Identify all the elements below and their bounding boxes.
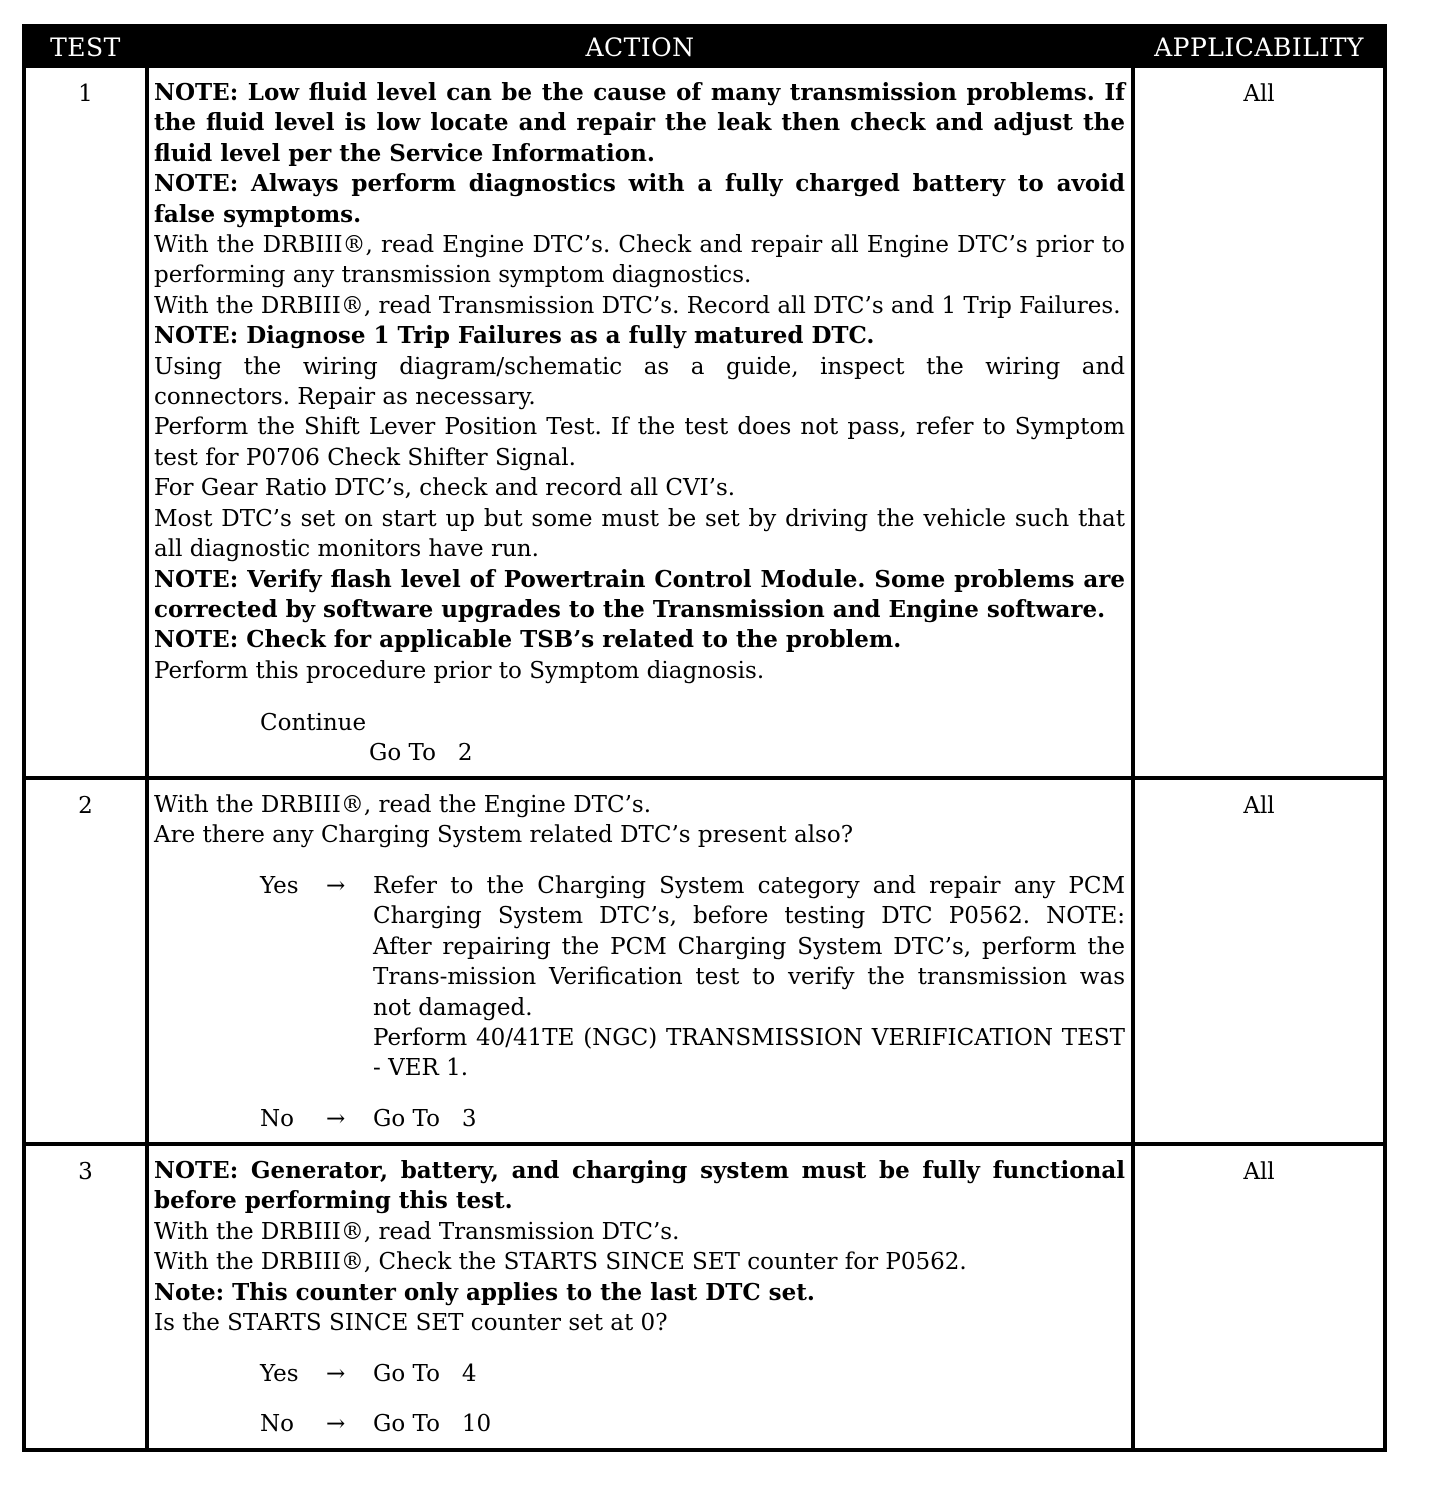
yes-result-line: Refer to the Charging System category and repair any PCM Charging System DTC’s, before testing DTC P0562. NOTE: After repairing the PCM Charging System DTC’s, perform the Trans-mission Verification test to verify the transmission was not damaged. (373, 873, 1125, 1021)
column-divider (1131, 68, 1135, 1448)
action-line: With the DRBIII®, read Engine DTC’s. Check and repair all Engine DTC’s prior to performing any transmission symptom diagnostics. (154, 232, 1125, 289)
yes-label: Yes (260, 873, 299, 899)
test-number: 1 (78, 81, 93, 107)
header-action: ACTION (585, 33, 695, 62)
goto-link[interactable]: Go To 4 (373, 1361, 477, 1387)
arrow-icon: → (326, 1361, 346, 1387)
arrow-icon: → (326, 1411, 346, 1437)
action-line: Is the STARTS SINCE SET counter set at 0? (154, 1310, 668, 1337)
action-line: With the DRBIII®, Check the STARTS SINCE SET counter for P0562. (154, 1249, 967, 1276)
action-line: Are there any Charging System related DTC’s present also? (154, 822, 854, 849)
diagnostic-table (22, 24, 1387, 1452)
note-line: NOTE: Verify flash level of Powertrain Control Module. Some problems are corrected by software upgrades to the Transmission and Engine software. (154, 565, 1125, 623)
yes-result-line: Perform 40/41TE (NGC) TRANSMISSION VERIFICATION TEST - VER 1. (373, 1025, 1125, 1082)
row-divider (26, 776, 1383, 780)
note-line: NOTE: Diagnose 1 Trip Failures as a fully matured DTC. (154, 322, 875, 350)
action-text-test-1 (154, 78, 1125, 686)
arrow-icon: → (326, 1106, 346, 1132)
note-line: NOTE: Generator, battery, and charging system must be fully functional before performing this test. (154, 1157, 1125, 1215)
note-line: NOTE: Always perform diagnostics with a fully charged battery to avoid false symptoms. (154, 170, 1125, 228)
action-line: Most DTC’s set on start up but some must be set by driving the vehicle such that all diagnostic monitors have run. (154, 505, 1125, 563)
action-line: With the DRBIII®, read the Engine DTC’s. (154, 792, 652, 818)
yes-result-text (373, 871, 1125, 1084)
applicability-value: All (1243, 1159, 1275, 1185)
action-line: With the DRBIII®, read Transmission DTC’s. Record all DTC’s and 1 Trip Failures. (154, 292, 1121, 319)
header-applicability: APPLICABILITY (1154, 33, 1364, 62)
no-label: No (260, 1106, 294, 1132)
header-test: TEST (50, 33, 121, 62)
goto-link[interactable]: Go To 3 (373, 1106, 477, 1132)
note-line: NOTE: Check for applicable TSB’s related to the problem. (154, 626, 902, 654)
goto-link[interactable]: Go To 2 (369, 740, 473, 766)
note-line: Note: This counter only applies to the last DTC set. (154, 1278, 815, 1306)
continue-label: Continue (260, 710, 367, 736)
row-divider (26, 1142, 1383, 1146)
action-text-test-2 (154, 790, 1125, 851)
action-text-test-3 (154, 1156, 1125, 1338)
action-line: Perform this procedure prior to Symptom diagnosis. (154, 657, 765, 684)
applicability-value: All (1243, 793, 1275, 819)
note-line: NOTE: Low fluid level can be the cause of many transmission problems. If the fluid level is low locate and repair the leak then check and adjust the fluid level per the Service Information. (154, 79, 1125, 167)
action-line: For Gear Ratio DTC’s, check and record all CVI’s. (154, 475, 736, 502)
arrow-icon: → (326, 873, 346, 899)
action-line: Using the wiring diagram/schematic as a guide, inspect the wiring and connectors. Repair as necessary. (154, 353, 1125, 411)
table-header (26, 28, 1383, 68)
no-label: No (260, 1411, 294, 1437)
applicability-value: All (1243, 81, 1275, 107)
action-line: Perform the Shift Lever Position Test. If the test does not pass, refer to Symptom test for P0706 Check Shifter Signal. (154, 414, 1125, 471)
test-number: 3 (78, 1159, 93, 1185)
yes-label: Yes (260, 1361, 299, 1387)
goto-link[interactable]: Go To 10 (373, 1411, 492, 1437)
test-number: 2 (78, 793, 93, 819)
column-divider (145, 68, 149, 1448)
action-line: With the DRBIII®, read Transmission DTC’s. (154, 1218, 680, 1245)
